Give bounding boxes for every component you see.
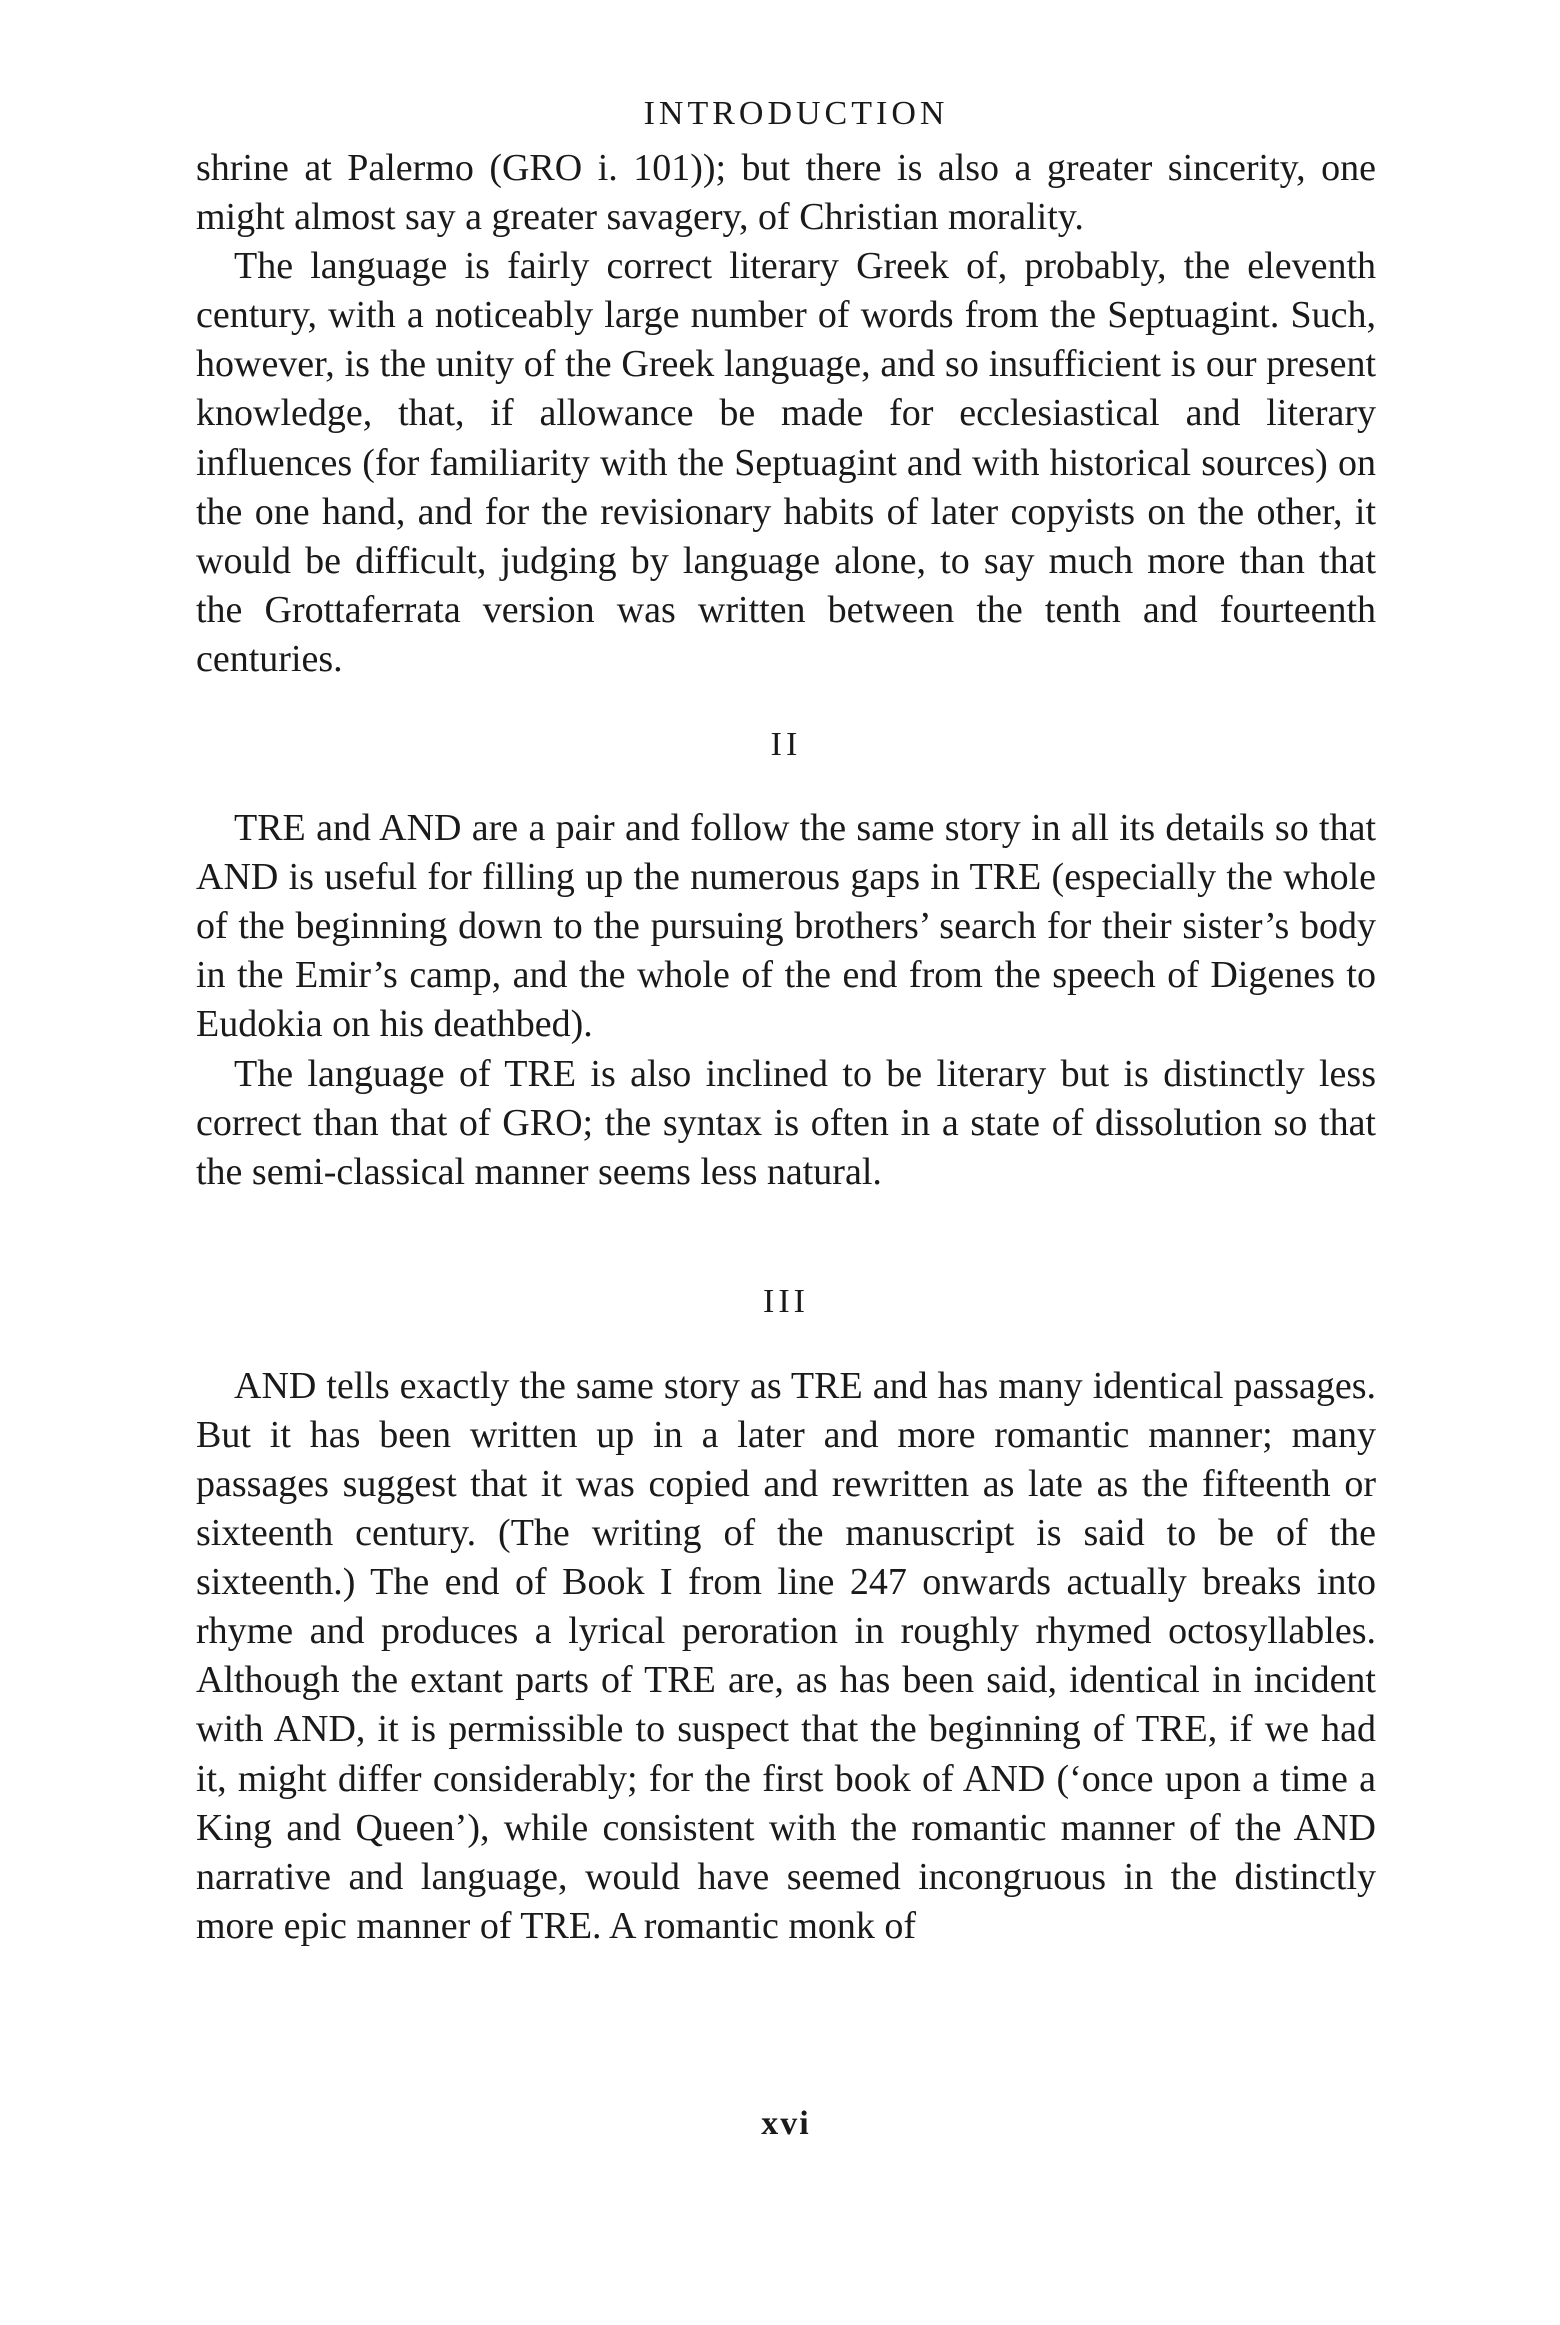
section-heading-iii: III [763, 1282, 809, 1320]
page-number: xvi [761, 2105, 811, 2142]
paragraph-language-gro: The language is fairly correct literary Greek of, probably, the eleventh century, with a noticeably large number of words from the Septuagint. Such, however, is the unity of the Greek language, and so insufficient is our present knowledge, that, if allowance be made for ecclesiastical and literary influences (for familiarity with the Septuagint and with historical sources) on the one hand, and for the revisionary habits of later copyists on the other, it would be difficult, judging by language alone, to say much more than that the Grottaferrata version was written between the tenth and fourteenth centuries. [196, 245, 1376, 680]
running-head: INTRODUCTION [643, 95, 949, 132]
paragraph-tre-and: TRE and AND are a pair and follow the same story in all its details so that AND is useful for filling up the numerous gaps in TRE (especially the whole of the beginning down to the pursuing brothers’ search for their sister’s body in the Emir’s camp, and the whole of the end from the speech of Digenes to Eudokia on his deathbed). [196, 807, 1376, 1046]
paragraph-language-tre: The language of TRE is also inclined to be literary but is distinctly less correct than that of GRO; the syntax is often in a state of dissolution so that the semi-classical manner seems less natural. [196, 1052, 1376, 1193]
book-page [196, 90, 1376, 2290]
paragraph-continued: shrine at Palermo (GRO i. 101)); but there is also a greater sincerity, one might almost say a greater savagery, of Christian morality. [196, 147, 1376, 239]
section-heading-ii: II [770, 726, 802, 764]
paragraph-and-story: AND tells exactly the same story as TRE and has many identical passages. But it has been written up in a later and more romantic manner; many passages suggest that it was copied and rewritten as late as the fifteenth or sixteenth century. (The writing of the manuscript is said to be of the sixteenth.) The end of Book I from line 247 onwards actually breaks into rhyme and produces a lyrical peroration in roughly rhymed octosyllables. Although the extant parts of TRE are, as has been said, identical in incident with AND, it is permissible to suspect that the beginning of TRE, if we had it, might differ considerably; for the first book of AND (‘once upon a time a King and Queen’), while consistent with the romantic manner of the AND narrative and language, would have seemed incongruous in the distinctly more epic manner of TRE. A romantic monk of [196, 1364, 1376, 1947]
